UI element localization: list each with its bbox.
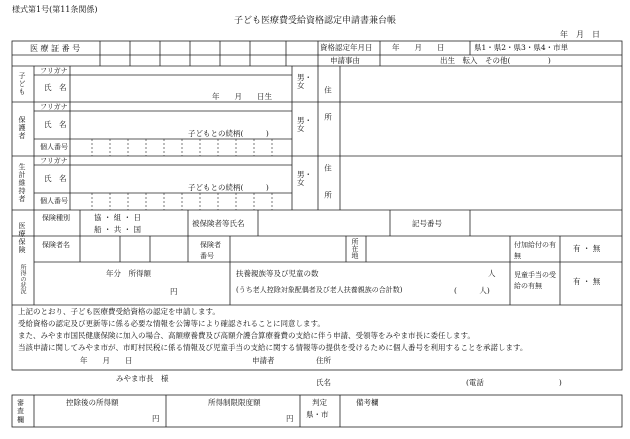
location-label: 所在地 [351, 238, 359, 259]
applicant-name-label: 氏名 [316, 378, 331, 387]
insurer-number-label: 保険者番号 [200, 241, 221, 260]
allowance-value: 有 ・ 無 [573, 277, 601, 286]
earner-furigana-label: フリガナ [40, 157, 68, 165]
statement-line-3: また、みやま市国民健康保険に加入の場合、高額療養費及び高額介護合算療養費の支給に伴う申請、受領等をみやま市長に委任します。 [18, 331, 475, 340]
dependents-label: 扶養親族等及び児童の数 [236, 269, 319, 278]
income-limit-yen: 円 [286, 414, 294, 423]
child-furigana-label: フリガナ [40, 67, 68, 75]
child-sex: 男・女 [297, 73, 312, 90]
guardian-furigana-label: フリガナ [40, 103, 68, 111]
extra-benefit-value: 有 ・ 無 [573, 244, 601, 253]
pref-options: 県1・県2・県3・県4・市単 [474, 43, 569, 52]
after-deduction-label: 控除後の所得額 [66, 398, 119, 407]
statement-line-1: 上記のとおり、子ども医療費受給資格の認定を申請します。 [18, 307, 220, 316]
insurance-section-label: 医療保険 [18, 222, 26, 254]
form-number: 様式第1号(第11条関係) [12, 5, 98, 14]
after-deduction-yen: 円 [152, 414, 160, 423]
judgment-value: 県・市 [306, 410, 329, 419]
statement-line-2: 受給資格の認定及び更新等に係る必要な情報を公簿等により確認されることに同意します。 [18, 319, 325, 328]
addressee: みやま市長 様 [116, 374, 169, 383]
reason-label: 申請事由 [330, 56, 360, 65]
sign-date: 年 月 日 [80, 356, 133, 365]
statement-line-4: 当該申請に関してみやま市が、市町村民税に係る情報及び児童手当の支給に関する情報等の提供を受けるために個人番号を利用することを承諾します。 [18, 343, 528, 352]
reason-values: 出生 転入 その他( ) [440, 56, 551, 65]
guardian-relation: 子どもとの続柄( ) [188, 129, 269, 138]
income-year-label: 年分 所得額 [106, 269, 151, 278]
insurance-kind-label: 保険種別 [42, 214, 70, 222]
earner-sex: 男・女 [297, 170, 312, 187]
guardian-section-label: 保護者 [18, 116, 26, 140]
earner-name-label: 氏 名 [44, 174, 67, 183]
applicant-address-label: 住所 [316, 356, 331, 365]
judgment-label: 判定 [312, 398, 327, 407]
income-limit-label: 所得制限限度額 [208, 398, 261, 407]
guardian-personal-no-label: 個人番号 [40, 143, 68, 151]
dependents-unit: 人 [488, 269, 496, 278]
applicant-phone: (電話 ) [466, 378, 562, 387]
form-title: 子ども医療費受給資格認定申請書兼台帳 [233, 16, 396, 26]
child-name-label: 氏 名 [44, 83, 67, 92]
extra-benefit-label: 付加給付の有無 [514, 241, 556, 260]
header-date: 年 月 日 [560, 30, 600, 39]
income-yen: 円 [170, 287, 178, 296]
allowance-label: 児童手当の受給の有無 [514, 271, 556, 290]
cert-date-label: 資格認定年月日 [320, 43, 373, 52]
insured-name-label: 被保険者等氏名 [192, 219, 245, 228]
income-section-label: 所得の状況 [19, 264, 26, 294]
applicant-label: 申請者 [252, 356, 275, 365]
earner-relation: 子どもとの続柄( ) [188, 183, 269, 192]
dependents-elderly-unit: ( 人) [454, 286, 490, 295]
symbol-number-label: 記号番号 [412, 219, 442, 228]
insurer-name-label: 保険者名 [42, 241, 70, 249]
child-birth: 年 月 日生 [212, 92, 272, 101]
earner-section-label: 生計維持者 [18, 163, 26, 203]
guardian-name-label: 氏 名 [44, 120, 67, 129]
insurance-kind-opt1: 協 ・ 組 ・ 日 [94, 213, 142, 222]
review-section-label: 審査欄 [17, 399, 24, 424]
child-section-label: 子ども [18, 72, 26, 96]
earner-address-label: 住 所 [323, 164, 333, 205]
guardian-sex: 男・女 [297, 116, 312, 133]
dependents-note: (うち老人控除対象配偶者及び老人扶養親族の合計数) [236, 286, 403, 294]
remarks-label: 備考欄 [356, 398, 379, 407]
med-cert-no-label: 医 療 証 番 号 [30, 44, 81, 53]
child-address-label: 住 所 [323, 86, 333, 127]
earner-personal-no-label: 個人番号 [40, 197, 68, 205]
cert-date-value: 年 月 日 [392, 43, 445, 52]
insurance-kind-opt2: 船 ・ 共 ・ 国 [94, 225, 142, 234]
